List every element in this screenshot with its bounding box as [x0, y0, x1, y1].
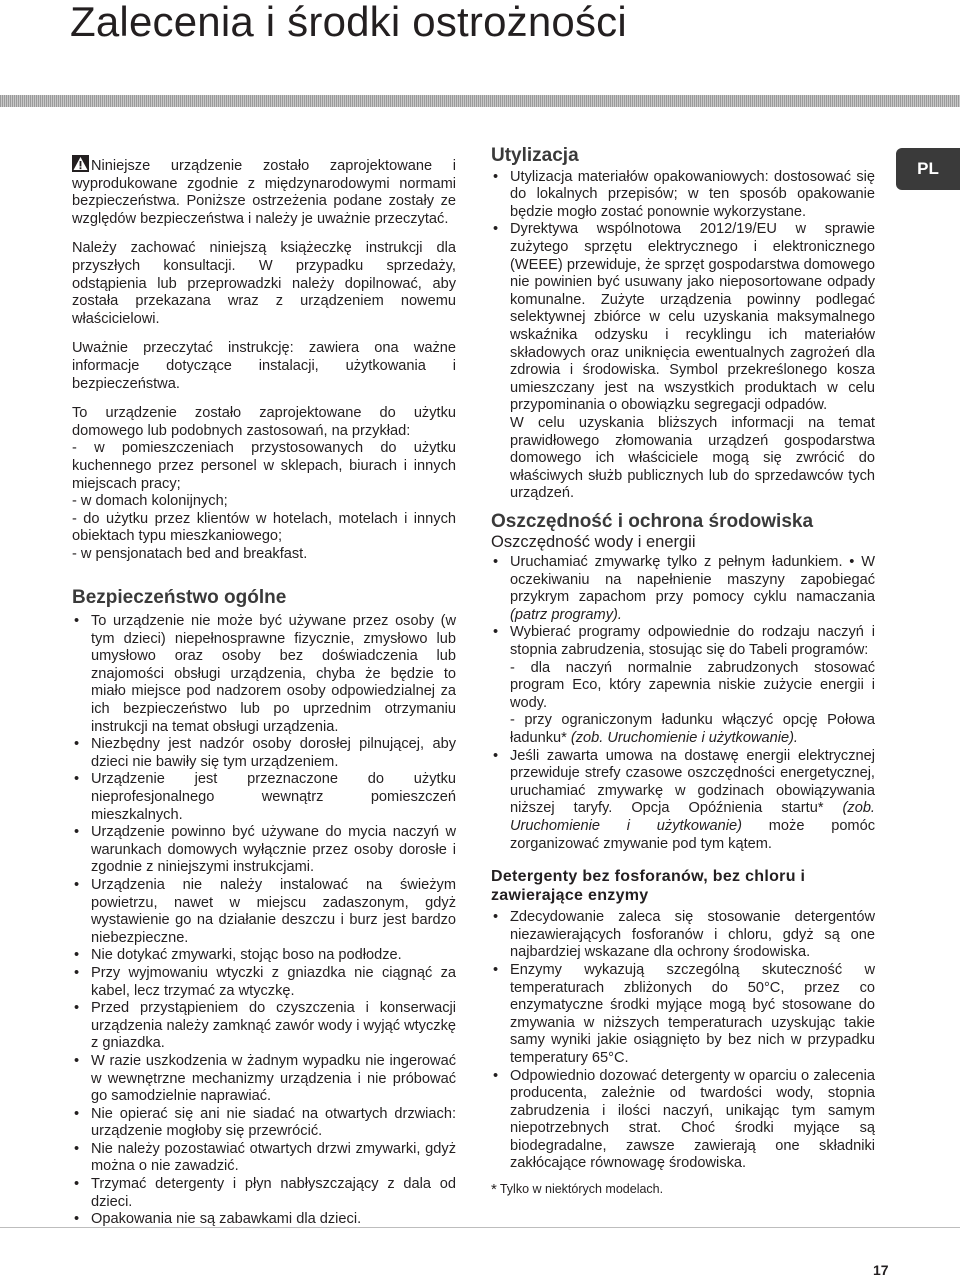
warning-icon	[72, 155, 89, 172]
list-item: • Nie opierać się ani nie siadać na otwartych drzwiach: urządzenie mogłoby się przewrócić.	[72, 1106, 456, 1141]
intro-paragraph-1	[72, 155, 456, 228]
detergents-list	[491, 909, 875, 1173]
water-item-3-tail: może pomóc zorganizować zmywanie pod tym kątem.	[510, 817, 876, 852]
disposal-extra: W celu uzyskania bliższych informacji na temat prawidłowego złomowania urządzeń gospodarstwa domowego ich właściciele mogą się zwrócić do właściwych służb publicznych lub do sprzedawców tych urządzeń.	[510, 414, 875, 502]
water-list	[491, 554, 875, 853]
list-item: • Przy wyjmowaniu wtyczki z gniazdka nie ciągnąć za kabel, lecz trzymać za wtyczkę.	[72, 965, 456, 1000]
list-item: • Utylizacja materiałów opakowaniowych: dostosować się do lokalnych przepisów; w ten sposób opakowanie będzie mogło zostać ponownie wykorzystane.	[491, 169, 875, 222]
intro-paragraph-2: Należy zachować niniejszą książeczkę instrukcji dla przyszłych konsultacji. W przypadku sprzedaży, odstąpienia lub przeprowadzki należy dopilnować, aby została przekazana wraz z urządzeniem nowemu właścicielowi.	[72, 240, 456, 327]
footnote-star: *	[491, 1181, 497, 1199]
safety-heading: Bezpieczeństwo ogólne	[72, 587, 287, 609]
water-item-2-text: Wybierać programy odpowiednie do rodzaju naczyń i stopnia zabrudzenia, stosując się do Tabeli programów:	[510, 624, 875, 659]
left-column	[72, 155, 456, 1229]
list-item: • Opakowania nie są zabawkami dla dzieci.	[72, 1211, 456, 1229]
usage-line: - w pensjonatach bed and breakfast.	[72, 545, 308, 562]
list-item: • Odpowiednio dozować detergenty w oparciu o zalecenia producenta, zależnie od twardości wody, stopnia zabrudzenia i ilości naczyń, unikając tym samym niepotrzebnych strat. Choć środki myjące są biodegradalne, zawsze zawierają one składniki zakłócające równowagę środowiska.	[491, 1068, 875, 1174]
page-number: 17	[873, 1262, 889, 1278]
usage-line: - w domach kolonijnych;	[72, 493, 228, 510]
list-item: • Nie należy pozostawiać otwartych drzwi zmywarki, gdyż można o nie zawadzić.	[72, 1141, 456, 1176]
list-item: • Urządzenie powinno być używane do mycia naczyń w warunkach domowych wyłącznie przez osoby dorosłe i zgodnie z niniejszymi instrukcjami.	[72, 824, 456, 877]
list-item	[491, 624, 875, 747]
page-title: Zalecenia i środki ostrożności	[70, 0, 627, 45]
detergents-heading: Detergenty bez fosforanów, bez chloru i zawierające enzymy	[491, 868, 806, 905]
footnote-text: Tylko w niektórych modelach.	[499, 1182, 664, 1197]
water-item-2-sub2-text: - przy ograniczonym ładunku włączyć opcję Połowa ładunku*	[510, 712, 875, 746]
usage-block	[72, 405, 456, 563]
list-item: • Urządzenie jest przeznaczone do użytku nieprofesjonalnego wewnątrz pomieszczeń mieszkalnych.	[72, 771, 456, 824]
water-item-1-text: Uruchamiać zmywarkę tylko z pełnym ładunkiem. • W oczekiwaniu na napełnienie maszyny zapobiegać przykrym zapachom przy pomocy cyklu namaczania	[510, 554, 875, 606]
intro-paragraph-3: Uważnie przeczytać instrukcję: zawiera ona ważne informacje dotyczące instalacji, użytkowania i bezpieczeństwa.	[72, 340, 456, 392]
title-divider	[0, 95, 960, 107]
water-item-3-ref: (zob. Uruchomienie i użytkowanie)	[510, 800, 875, 834]
list-item: • Enzymy wykazują szczególną skuteczność w temperaturach zbliżonych do 50°C, przez co enzymatyczne środki myjące mogą być stosowane do zmywania w niższych temperaturach uzyskując takie samy wyniki jakie osiągnięto by bez nich w przypadku temperatury 65°C.	[491, 962, 875, 1068]
list-item: • W razie uszkodzenia w żadnym wypadku nie ingerować w wewnętrzne mechanizmy urządzenia i nie próbować go samodzielnie naprawiać.	[72, 1053, 456, 1106]
water-heading: Oszczędność wody i energii	[491, 533, 696, 552]
usage-line: To urządzenie zostało zaprojektowane do użytku domowego lub podobnych zastosowań, na przykład:	[72, 405, 456, 439]
list-item: • Urządzenia nie należy instalować na świeżym powietrzu, nawet w miejscu zadaszonym, gdyż wystawienie go na działanie deszczu i burz jest bardzo niebezpieczne.	[72, 877, 456, 947]
list-item: • Przed przystąpieniem do czyszczenia i konserwacji urządzenia należy zamknąć zawór wody i wyjąć wtyczkę z gniazdka.	[72, 1000, 456, 1053]
list-item	[491, 554, 875, 624]
list-item: • Nie dotykać zmywarki, stojąc boso na podłodze.	[72, 947, 456, 965]
safety-list	[72, 613, 456, 1229]
list-item: • Zdecydowanie zaleca się stosowanie detergentów niezawierających fosforanów i chloru, gdyż są one najbardziej wskazane dla ochrony środowiska.	[491, 909, 875, 962]
usage-line: - w pomieszczeniach przystosowanych do użytku kuchennego przez personel w sklepach, biurach i innych miejscach pracy;	[72, 440, 456, 492]
intro-text-1: Niniejsze urządzenie zostało zaprojektowane i wyprodukowane zgodnie z międzynarodowymi normami bezpieczeństwa. Poniższe ostrzeżenia podane zostały ze względów bezpieczeństwa i należy je uważnie przeczytać.	[72, 158, 456, 227]
eco-heading: Oszczędność i ochrona środowiska	[491, 510, 814, 532]
water-item-2-sub2	[510, 712, 875, 747]
disposal-heading: Utylizacja	[491, 145, 579, 166]
water-item-1-ref: (patrz programy).	[510, 606, 622, 623]
footnote	[491, 1181, 875, 1199]
language-tab: PL	[896, 148, 960, 190]
list-item: • Dyrektywa wspólnotowa 2012/19/EU w sprawie zużytego sprzętu elektrycznego i elektronicznego (WEEE) przewiduje, że sprzęt gospodarstwa domowego nie powinien być usuwany jako nieposortowane odpady komunalne. Zużyte urządzenia powinny podlegać selektywnej zbiórce w celu uzyskania maksymalnego wskaźnika odzysku i recyklingu ich materiałów składowych oraz uniknięcia ewentualnych zagrożeń dla zdrowia i środowiska. Symbol przekreślonego kosza umieszczany jest na wszystkich produktach w celu przypominania o obowiązku segregacji odpadów.	[491, 221, 875, 415]
list-item	[491, 748, 875, 854]
water-item-2-sub2-ref: (zob. Uruchomienie i użytkowanie).	[570, 730, 798, 746]
list-item: • Niezbędny jest nadzór osoby dorosłej pilnującej, aby dzieci nie bawiły się tym urządzeniem.	[72, 736, 456, 771]
right-column	[491, 147, 875, 1199]
water-item-2-sub1: - dla naczyń normalnie zabrudzonych stosować program Eco, który zapewnia niskie zużycie energii i wody.	[510, 659, 875, 711]
list-item: • To urządzenie nie może być używane przez osoby (w tym dzieci) niepełnosprawne fizycznie, zmysłowo lub umysłowo oraz osoby bez doświadczenia lub znajomości obsługi urządzenia, chyba że będzie to miało miejsce pod nadzorem osoby odpowiedzialnej za ich bezpieczeństwo lub po uprzednim otrzymaniu instrukcji na temat obsługi urządzenia.	[72, 613, 456, 736]
list-item: • Trzymać detergenty i płyn nabłyszczający z dala od dzieci.	[72, 1176, 456, 1211]
disposal-list	[491, 169, 875, 415]
usage-line: - do użytku przez klientów w hotelach, motelach i innych obiektach typu mieszkaniowego;	[72, 510, 456, 545]
water-item-3-text: Jeśli zawarta umowa na dostawę energii elektrycznej przewiduje strefy czasowe oszczędności energetycznej, uruchamiać zmywarkę w godzinach obowiązywania niższej taryfy. Opcja Opóźnienia startu*	[510, 747, 875, 817]
footer-divider	[0, 1227, 960, 1228]
